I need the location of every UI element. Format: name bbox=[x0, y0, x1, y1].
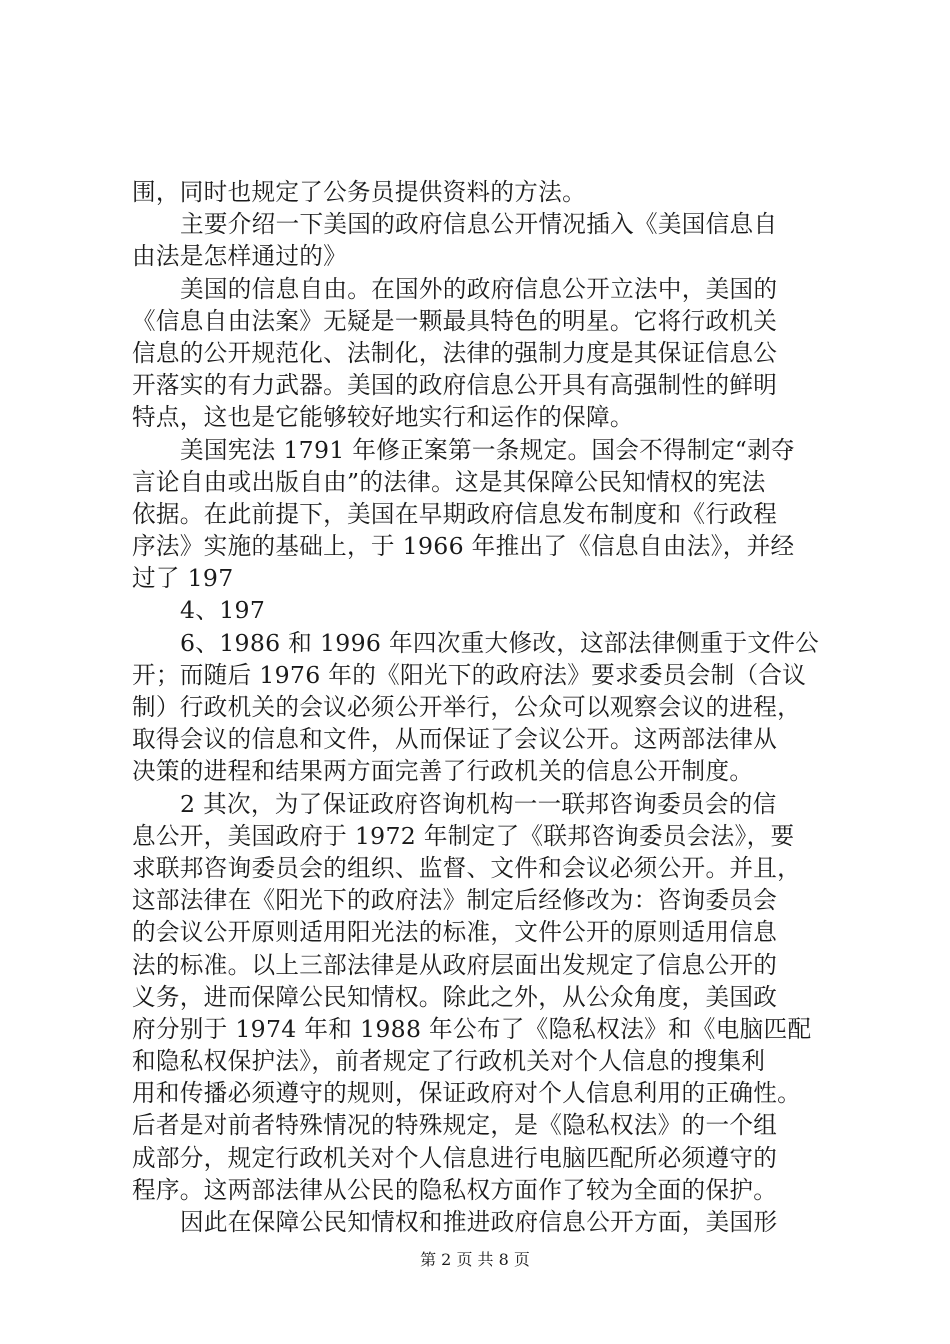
text-line: 美国的信息自由。在国外的政府信息公开立法中，美国的 bbox=[180, 274, 778, 303]
text-line: 息公开，美国政府于 1972 年制定了《联邦咨询委员会法》，要 bbox=[132, 821, 795, 850]
text-line: 言论自由或出版自由”的法律。这是其保障公民知情权的宪法 bbox=[132, 467, 766, 496]
text-line: 这部法律在《阳光下的政府法》制定后经修改为：咨询委员会 bbox=[132, 886, 778, 915]
text-line: 成部分，规定行政机关对个人信息进行电脑匹配所必须遵守的 bbox=[132, 1143, 778, 1172]
text-line: 和隐私权保护法》，前者规定了行政机关对个人信息的搜集利 bbox=[132, 1047, 766, 1076]
text-line: 主要介绍一下美国的政府信息公开情况插入《美国信息自 bbox=[180, 210, 778, 239]
text-line: 特点，这也是它能够较好地实行和运作的保障。 bbox=[132, 403, 634, 432]
text-line: 义务，进而保障公民知情权。除此之外，从公众角度，美国政 bbox=[132, 982, 778, 1011]
text-line: 开；而随后 1976 年的《阳光下的政府法》要求委员会制（合议 bbox=[132, 660, 807, 689]
text-line: 用和传播必须遵守的规则，保证政府对个人信息利用的正确性。 bbox=[132, 1079, 802, 1108]
text-line: 围，同时也规定了公务员提供资料的方法。 bbox=[132, 178, 586, 206]
text-line: 决策的进程和结果两方面完善了行政机关的信息公开制度。 bbox=[132, 757, 754, 786]
text-line: 制）行政机关的会议必须公开举行，公众可以观察会议的进程， bbox=[132, 693, 802, 721]
text-line: 依据。在此前提下，美国在早期政府信息发布制度和《行政程 bbox=[132, 499, 778, 528]
document-body bbox=[132, 176, 852, 1238]
text-line: 取得会议的信息和文件，从而保证了会议公开。这两部法律从 bbox=[132, 725, 778, 754]
text-line: 府分别于 1974 年和 1988 年公布了《隐私权法》和《电脑匹配 bbox=[132, 1014, 812, 1043]
text-line: 《信息自由法案》无疑是一颗最具特色的明星。它将行政机关 bbox=[132, 306, 778, 335]
text-line: 过了 197 bbox=[132, 564, 234, 593]
page-footer: 第 2 页 共 8 页 bbox=[420, 1250, 530, 1269]
text-line: 法的标准。以上三部法律是从政府层面出发规定了信息公开的 bbox=[132, 950, 778, 979]
text-line: 求联邦咨询委员会的组织、监督、文件和会议必须公开。并且， bbox=[132, 853, 802, 882]
text-line: 由法是怎样通过的》 bbox=[132, 242, 348, 271]
text-line: 序法》实施的基础上，于 1966 年推出了《信息自由法》，并经 bbox=[132, 532, 795, 561]
text-line: 开落实的有力武器。美国的政府信息公开具有高强制性的鲜明 bbox=[132, 371, 778, 400]
text-line: 4、197 bbox=[180, 596, 266, 625]
text-line: 信息的公开规范化、法制化，法律的强制力度是其保证信息公 bbox=[132, 338, 778, 367]
text-line: 美国宪法 1791 年修正案第一条规定。国会不得制定“剥夺 bbox=[180, 435, 795, 464]
text-line: 6、1986 和 1996 年四次重大修改，这部法律侧重于文件公 bbox=[180, 628, 820, 657]
text-line: 2 其次，为了保证政府咨询机构一一联邦咨询委员会的信 bbox=[180, 789, 777, 818]
text-line: 因此在保障公民知情权和推进政府信息公开方面，美国形 bbox=[180, 1208, 778, 1236]
text-line: 程序。这两部法律从公民的隐私权方面作了较为全面的保护。 bbox=[132, 1175, 778, 1204]
text-line: 后者是对前者特殊情况的特殊规定，是《隐私权法》的一个组 bbox=[132, 1111, 778, 1140]
text-line: 的会议公开原则适用阳光法的标准，文件公开的原则适用信息 bbox=[132, 918, 778, 947]
